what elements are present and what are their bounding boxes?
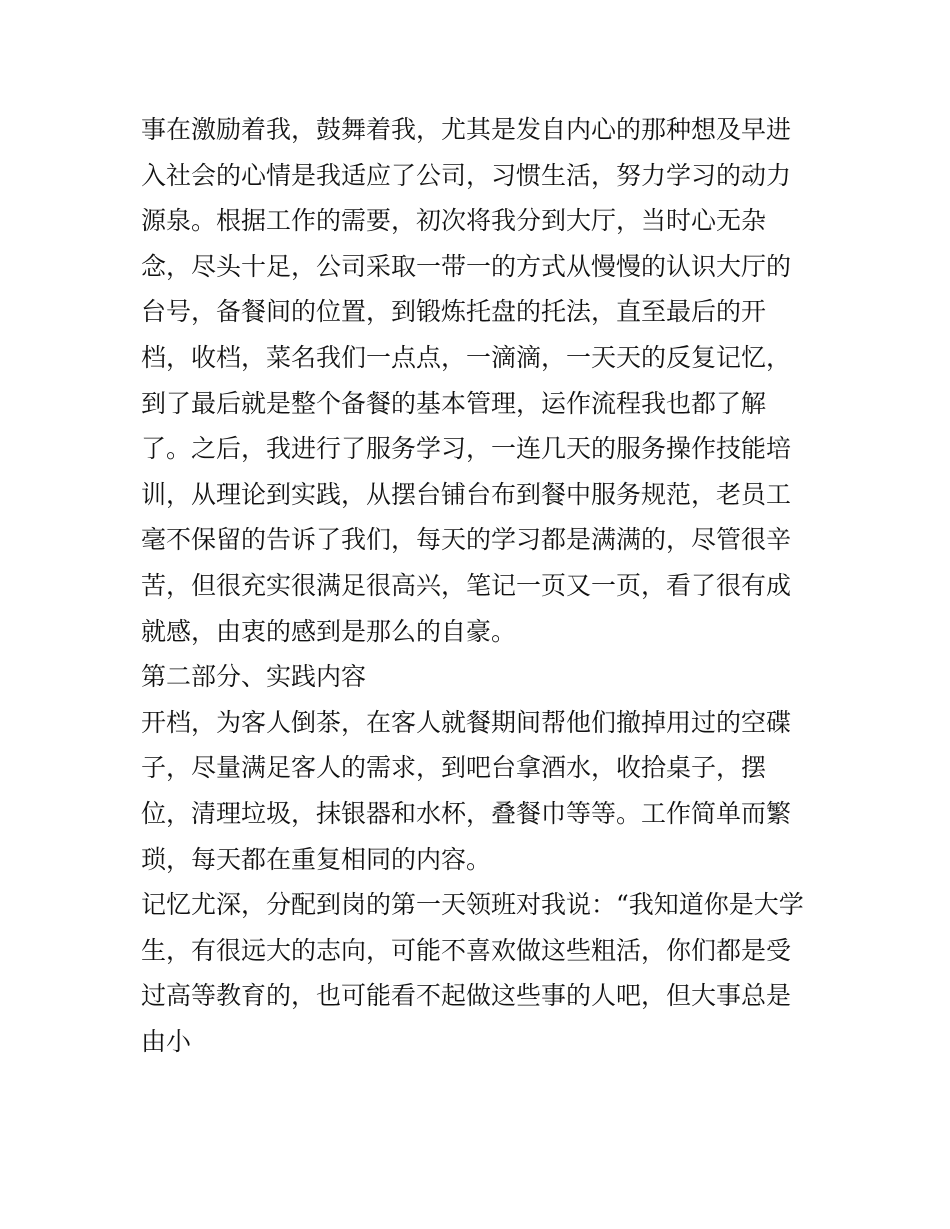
document-body [141, 107, 813, 1064]
paragraph-memory: 记忆尤深，分配到岗的第一天领班对我说：“我知道你是大学生，有很远大的志向，可能不喜欢做这些粗活，你们都是受过高等教育的，也可能看不起做这些事的人吧，但大事总是由小 [141, 890, 804, 1056]
section-heading: 第二部分、实践内容 [141, 662, 367, 692]
paragraph-practice: 开档，为客人倒茶，在客人就餐期间帮他们撤掉用过的空碟子，尽量满足客人的需求，到吧台拿酒水，收拾桌子，摆位，清理垃圾，抹银器和水杯，叠餐巾等等。工作简单而繁琐，每天都在重复相同的内容。 [141, 707, 792, 874]
paragraph-training: 事在激励着我，鼓舞着我，尤其是发自内心的那种想及早进入社会的心情是我适应了公司，习惯生活，努力学习的动力源泉。根据工作的需要，初次将我分到大厅，当时心无杂念，尽头十足，公司采取一带一的方式从慢慢的认识大厅的台号，备餐间的位置，到锻炼托盘的托法，直至最后的开档，收档，菜名我们一点点，一滴滴，一天天的反复记忆，到了最后就是整个备餐的基本管理，运作流程我也都了解了。之后，我进行了服务学习，一连几天的服务操作技能培训，从理论到实践，从摆台铺台布到餐中服务规范，老员工毫不保留的告诉了我们，每天的学习都是满满的，尽管很辛苦，但很充实很满足很高兴，笔记一页又一页，看了很有成就感，由衷的感到是那么的自豪。 [141, 115, 792, 646]
